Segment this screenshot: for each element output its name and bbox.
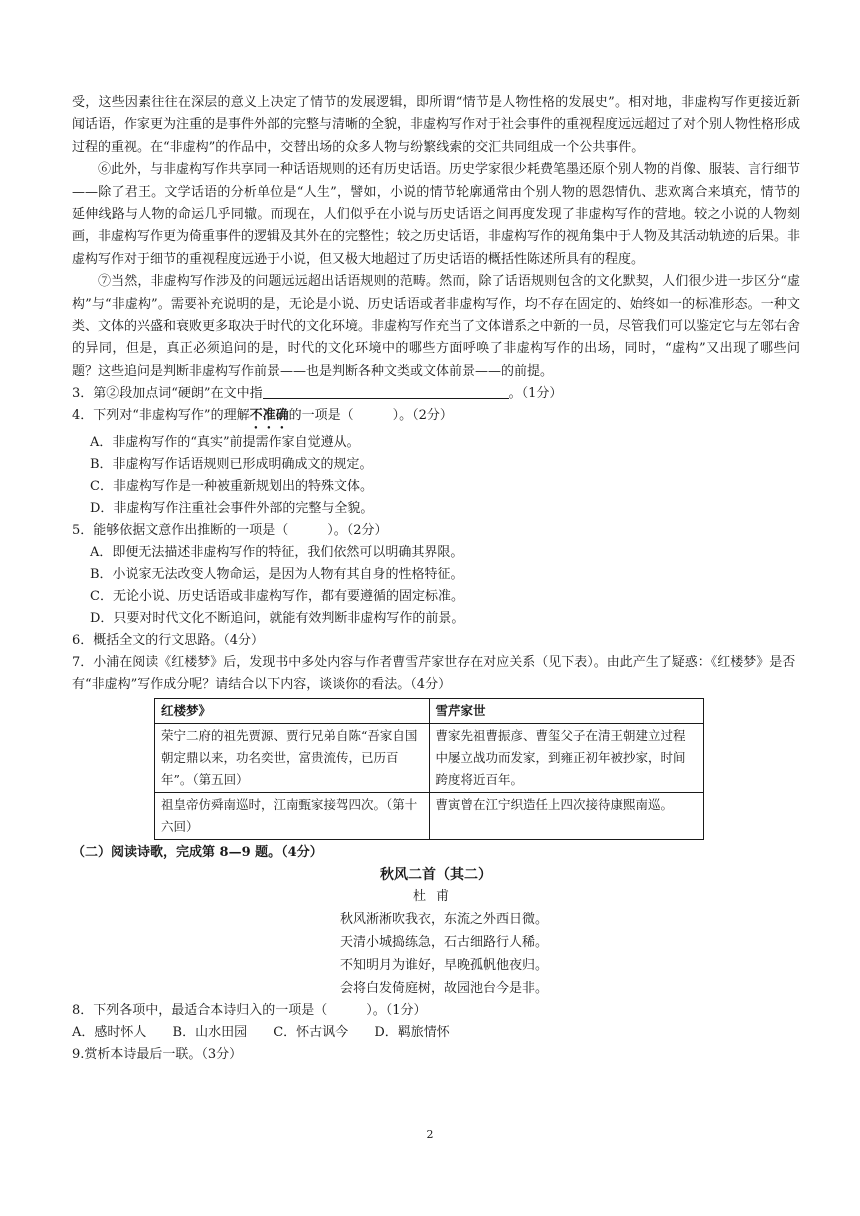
question-5: 5．能够依据文意作出推断的一项是（ ）。（2分）: [72, 523, 388, 539]
table-cell: 曹寅曾在江宁织造任上四次接待康熙南巡。: [429, 793, 704, 840]
poem-author: 杜甫: [412, 889, 459, 905]
poem-title: 秋风二首（其二）: [380, 867, 492, 884]
emphasized-text: 不准确: [249, 408, 289, 424]
table-cell: 祖皇帝仿舜南巡时，江南甄家接驾四次。（第十六回）: [155, 793, 430, 840]
poem-line: 天清小城捣练急，石古细路行人稀。: [339, 935, 548, 951]
question-8-option-a: A．感时怀人: [72, 1025, 147, 1041]
table-row: [155, 793, 704, 840]
question-9: 9.赏析本诗最后一联。（3分）: [72, 1047, 243, 1063]
question-8: 8．下列各项中，最适合本诗归入的一项是（ ）。（1分）: [72, 1003, 427, 1019]
passage-paragraph-6: ⑥此外，与非虚构写作共享同一种话语规则的还有历史话语。历史学家很少耗费笔墨还原个别人物的肖像、服装、言行细节——除了君王。文学话语的分析单位是“人生”，譬如，小说的情节轮廓通常由个别人物的恩怨情仇、悲欢离合来填充，情节的延伸线路与人物的命运几乎同辙。而现在，人们似乎在小说与历史话语之间再度发现了非虚构写作的营地。较之小说的人物刻画，非虚构写作更为倚重事件的逻辑及其外在的完整性；较之历史话语，非虚构写作的视角集中于人物及其活动轨迹的后果。非虚构写作对于细节的重视程度远逊于小说，但又极大地超过了历史话语的概括性陈述所具有的程度。: [72, 162, 801, 267]
table-cell: 荣宁二府的祖先贾源、贾行兄弟自陈“吾家自国朝定鼎以来，功名奕世，富贵流传，已历百年”。（第五回）: [155, 724, 430, 793]
passage-paragraph-continued: 受，这些因素往往在深层的意义上决定了情节的发展逻辑，即所谓“情节是人物性格的发展史”。相对地，非虚构写作更接近新闻话语，作家更为注重的是事件外部的完整与清晰的全貌，非虚构写作对于社会事件的重视程度远远超过了对个别人物性格形成过程的重视。在“非虚构”的作品中，交替出场的众多人物与纷繁线索的交汇共同组成一个公共事件。: [72, 95, 801, 155]
question-4-option-a: A．非虚构写作的“真实”前提需作家自觉遵从。: [90, 435, 360, 451]
table-header-row: [155, 699, 704, 724]
poem-line: 秋风淅淅吹我衣，东流之外西日微。: [339, 912, 548, 928]
question-4-tail: 的一项是（ ）。（2分）: [288, 408, 453, 424]
question-3-score: 。（1分）: [508, 386, 563, 402]
question-7: 7．小浦在阅读《红楼梦》后，发现书中多处内容与作者曹雪芹家世存在对应关系（见下表）。由此产生了疑惑：《红楼梦》是否有“非虚构”写作成分呢？请结合以下内容，谈谈你的看法。（4分）: [72, 655, 796, 693]
answer-blank[interactable]: [263, 384, 509, 399]
comparison-table: [154, 698, 704, 840]
passage-paragraph-7: ⑦当然，非虚构写作涉及的问题远远超出话语规则的范畴。然而，除了话语规则包含的文化默契，人们很少进一步区分“虚构”与“非虚构”。需要补充说明的是，无论是小说、历史话语或者非虚构写作，均不存在固定的、始终如一的标准形态。一种文类、文体的兴盛和衰败更多取决于时代的文化环境。非虚构写作充当了文体谱系之中新的一员，尽管我们可以鉴定它与左邻右舍的异同，但是，真正必须追问的是，时代的文化环境中的哪些方面呼唤了非虚构写作的出场，同时，“虚构”又出现了哪些问题？这些追问是判断非虚构写作前景——也是判断各种文类或文体前景——的前提。: [72, 274, 801, 379]
question-5-option-d: D．只要对时代文化不断追问，就能有效判断非虚构写作的前景。: [90, 611, 465, 627]
question-8-option-d: D．羁旅情怀: [374, 1025, 450, 1041]
question-4: [72, 405, 800, 432]
page-number: 2: [426, 1128, 434, 1141]
table-cell: 曹家先祖曹振彦、曹玺父子在清王朝建立过程中屡立战功而发家，到雍正初年被抄家，时间跨度将近百年。: [429, 724, 704, 793]
question-4-option-d: D．非虚构写作注重社会事件外部的完整与全貌。: [90, 501, 374, 517]
exam-page: [72, 92, 800, 1066]
question-8-option-c: C．怀古讽今: [273, 1025, 349, 1041]
question-5-option-a: A．即便无法描述非虚构写作的特征，我们依然可以明确其界限。: [90, 545, 464, 561]
poem-line: 不知明月为谁好，早晚孤帆他夜归。: [339, 958, 548, 974]
table-header-cell: 雪芹家世: [429, 699, 704, 724]
table-header-cell: 红楼梦》: [155, 699, 430, 724]
question-8-choices: [72, 1022, 800, 1044]
question-4-stem: 4．下列对“非虚构写作”的理解: [72, 408, 250, 424]
question-3: [72, 383, 800, 405]
question-8-option-b: B．山水田园: [172, 1025, 248, 1041]
question-5-option-b: B．小说家无法改变人物命运，是因为人物有其自身的性格特征。: [90, 567, 464, 583]
poem-line: 会将白发倚庭树，故园池台今是非。: [339, 981, 548, 997]
section-heading: （二）阅读诗歌，完成第 8—9 题。（4分）: [72, 845, 323, 861]
question-5-option-c: C．无论小说、历史话语或非虚构写作，都有要遵循的固定标准。: [90, 589, 464, 605]
question-4-option-b: B．非虚构写作话语规则已形成明确成文的规定。: [90, 457, 373, 473]
table-row: [155, 724, 704, 793]
question-6: 6．概括全文的行文思路。（4分）: [72, 633, 265, 649]
question-3-stem: 3．第②段加点词“硬朗”在文中指: [72, 386, 263, 402]
question-4-option-c: C．非虚构写作是一种被重新规划出的特殊文体。: [90, 479, 373, 495]
